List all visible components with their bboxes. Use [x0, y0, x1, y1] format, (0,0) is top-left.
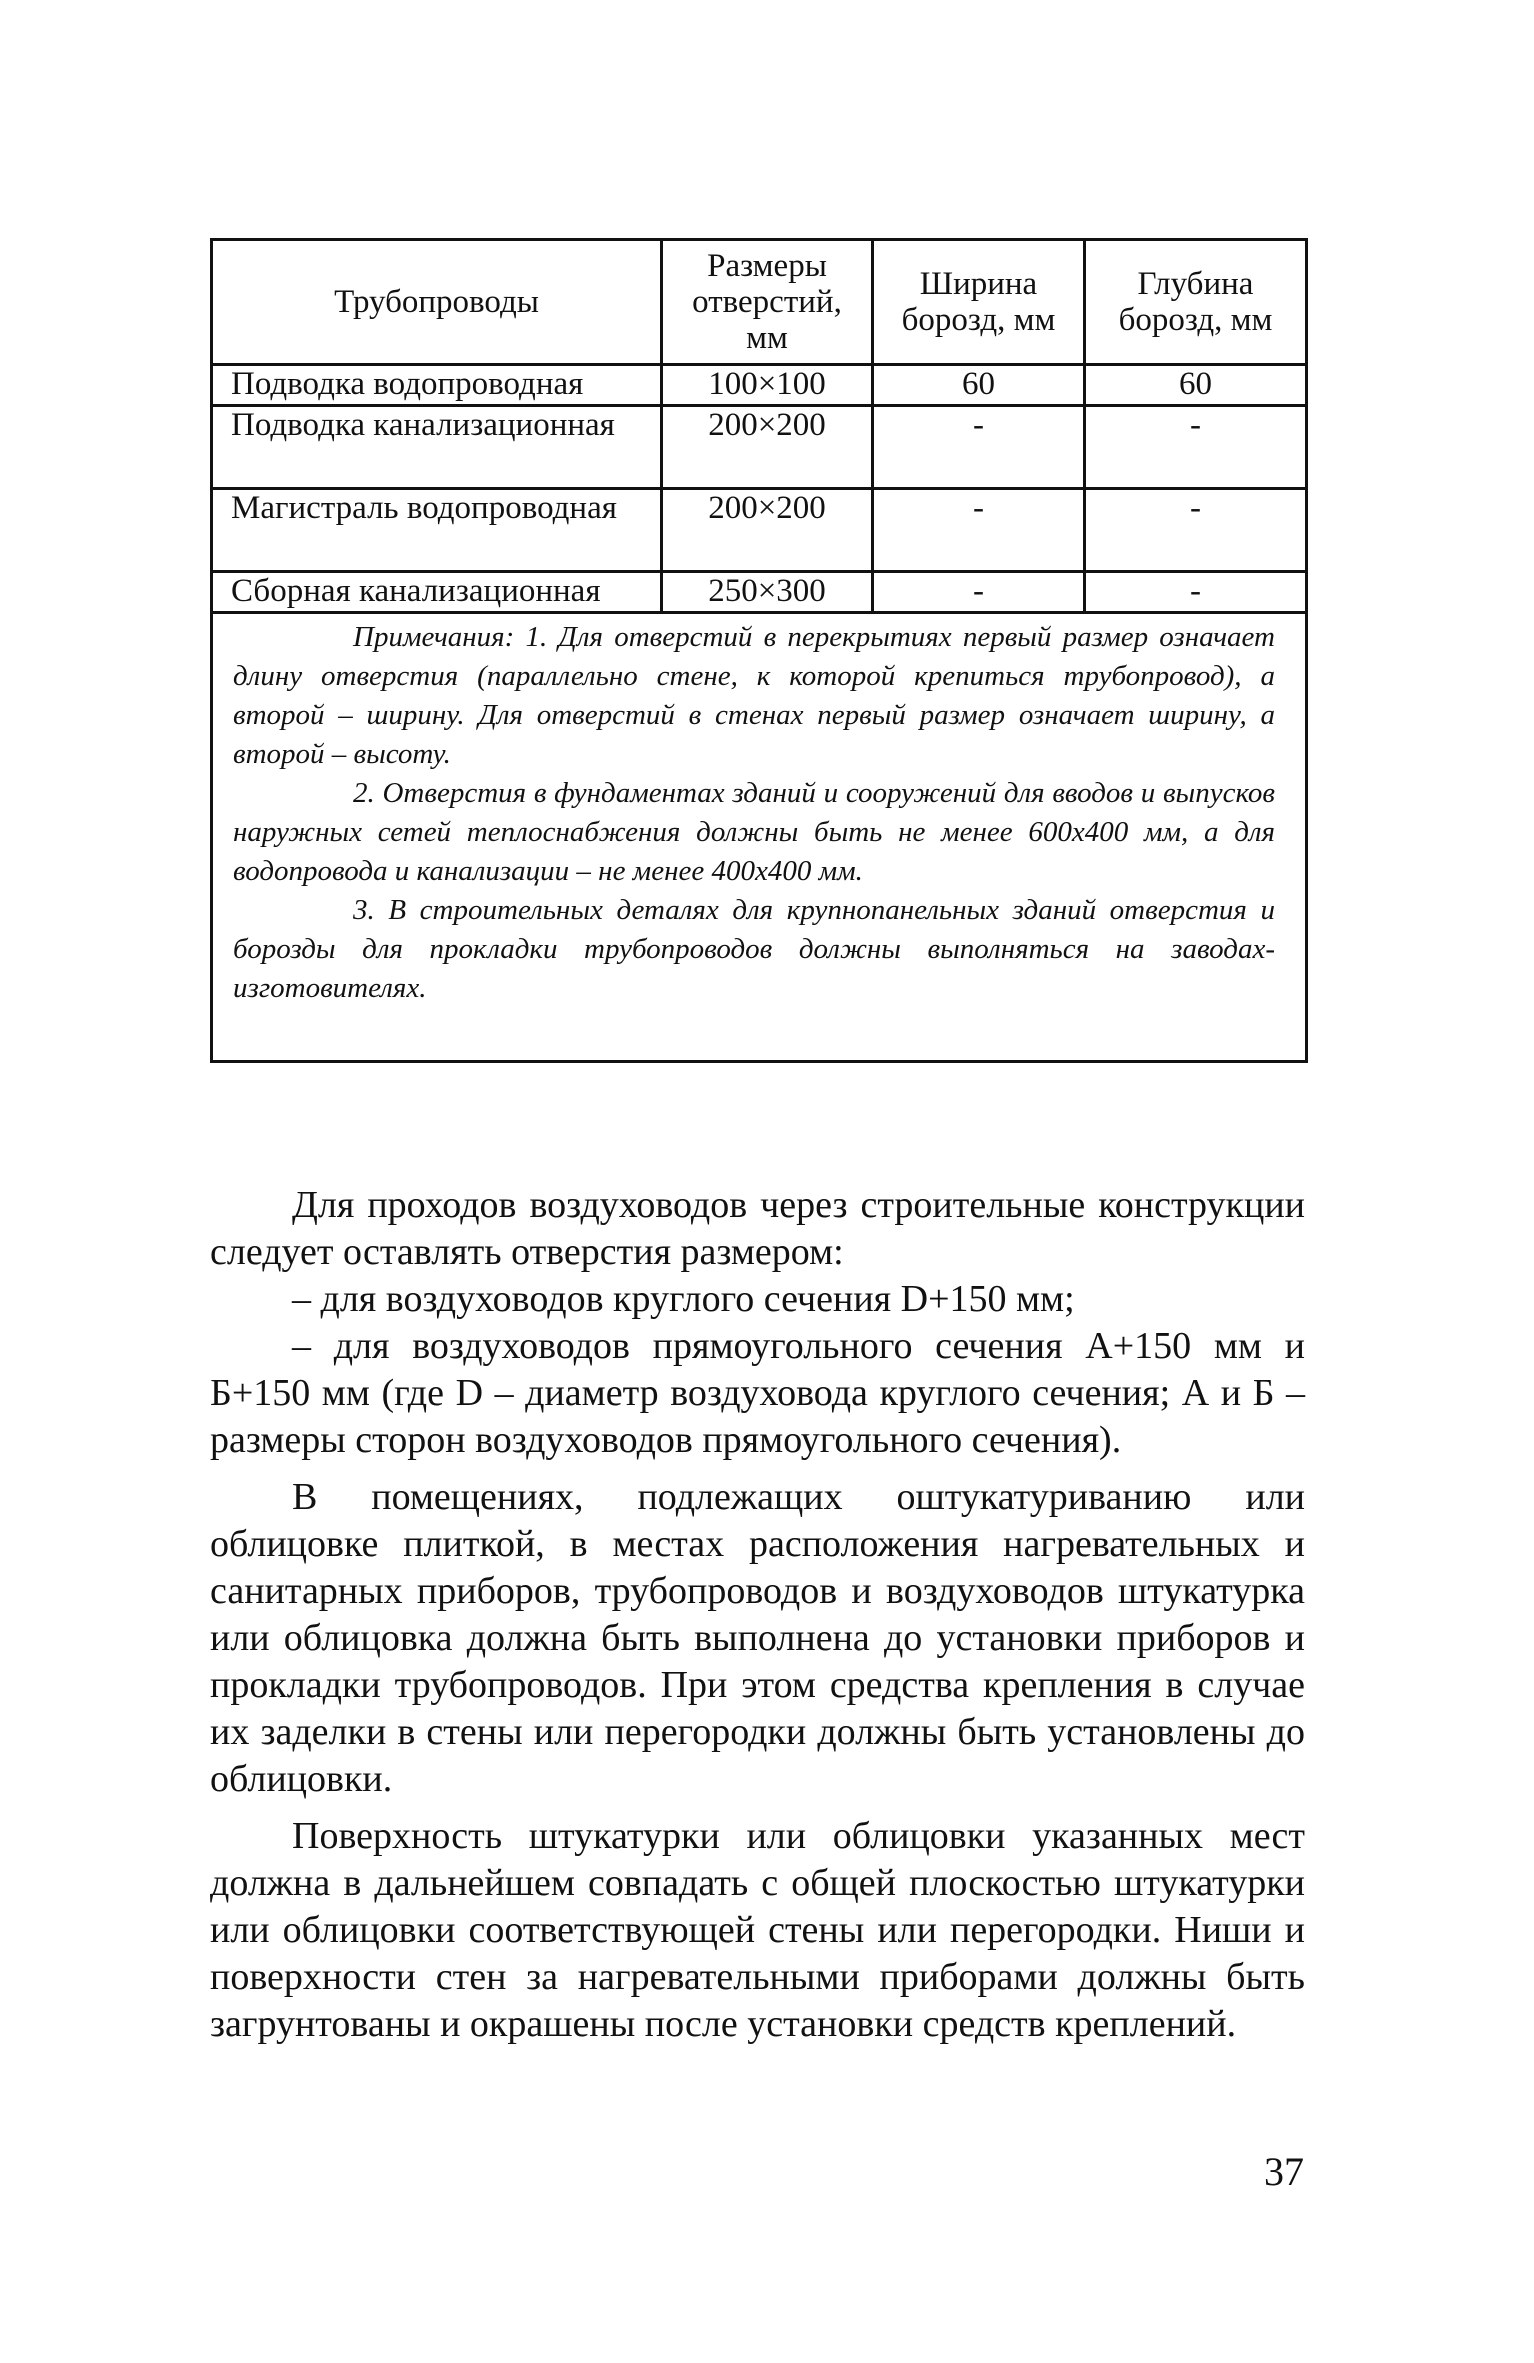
table-row — [212, 489, 1307, 572]
table-cell: - — [1085, 489, 1307, 572]
table-cell: - — [1085, 572, 1307, 613]
header-cell-hole-sizes: Размеры отверстий, мм — [662, 240, 873, 365]
table-cell: 250×300 — [662, 572, 873, 613]
table-row — [212, 365, 1307, 406]
table-notes — [212, 613, 1307, 1062]
note-3: 3. В строительных деталях для крупнопанельных зданий отверстия и борозды для прокладки трубопроводов должны выполняться на заводах-изготовителях. — [233, 894, 1275, 1004]
header-cell-pipelines: Трубопроводы — [212, 240, 662, 365]
paragraph: Для проходов воздуховодов через строительные конструкции следует оставлять отверстия размером: — [210, 1184, 1305, 1273]
table-cell: 200×200 — [662, 406, 873, 489]
table-notes-row — [212, 613, 1307, 1062]
table-cell: 200×200 — [662, 489, 873, 572]
pipes-table — [210, 238, 1308, 1063]
table-cell: - — [1085, 406, 1307, 489]
table-cell: - — [873, 572, 1085, 613]
table-cell: Магистраль водопроводная — [212, 489, 662, 572]
table-cell: - — [873, 489, 1085, 572]
body-text — [210, 1182, 1305, 2048]
paragraph: В помещениях, подлежащих оштукатуриванию или облицовке плиткой, в местах расположения нагревательных и санитарных приборов, трубопроводов и воздуховодов штукатурка или облицовка должна быть выполнена до установки приборов и прокладки трубопроводов. При этом средства крепления в случае их заделки в стены или перегородки должны быть установлены до облицовки. — [210, 1476, 1305, 1800]
table-cell: 60 — [1085, 365, 1307, 406]
note-1: Примечания: 1. Для отверстий в перекрытиях первый размер означает длину отверстия (параллельно стене, к которой крепиться трубопровод), а второй – ширину. Для отверстий в стенах первый размер означает ширину, а второй – высоту. — [233, 621, 1275, 770]
table-cell: 100×100 — [662, 365, 873, 406]
paragraph: Поверхность штукатурки или облицовки указанных мест должна в дальнейшем совпадать с общей плоскостью штукатурки или облицовки соответствующей стены или перегородки. Ниши и поверхности стен за нагревательными приборами должны быть загрунтованы и окрашены после установки средств креплений. — [210, 1815, 1305, 2045]
table-cell: Подводка канализационная — [212, 406, 662, 489]
table-cell: - — [873, 406, 1085, 489]
header-cell-groove-depth: Глубина борозд, мм — [1085, 240, 1307, 365]
page-number: 37 — [1264, 2149, 1304, 2194]
pipes-table-container — [210, 238, 1305, 1063]
note-2: 2. Отверстия в фундаментах зданий и сооружений для вводов и выпусков наружных сетей теплоснабжения должны быть не менее 600х400 мм, а для водопровода и канализации – не менее 400х400 мм. — [233, 777, 1275, 887]
table-row — [212, 572, 1307, 613]
table-header-row — [212, 240, 1307, 365]
table-cell: 60 — [873, 365, 1085, 406]
header-cell-groove-width: Ширина борозд, мм — [873, 240, 1085, 365]
table-row — [212, 406, 1307, 489]
table-cell: Подводка водопроводная — [212, 365, 662, 406]
paragraph: – для воздуховодов круглого сечения D+150 мм; — [292, 1278, 1075, 1320]
paragraph: – для воздуховодов прямоугольного сечения А+150 мм и Б+150 мм (где D – диаметр воздуховода круглого сечения; А и Б – размеры сторон воздуховодов прямоугольного сечения). — [210, 1325, 1305, 1461]
table-cell: Сборная канализационная — [212, 572, 662, 613]
